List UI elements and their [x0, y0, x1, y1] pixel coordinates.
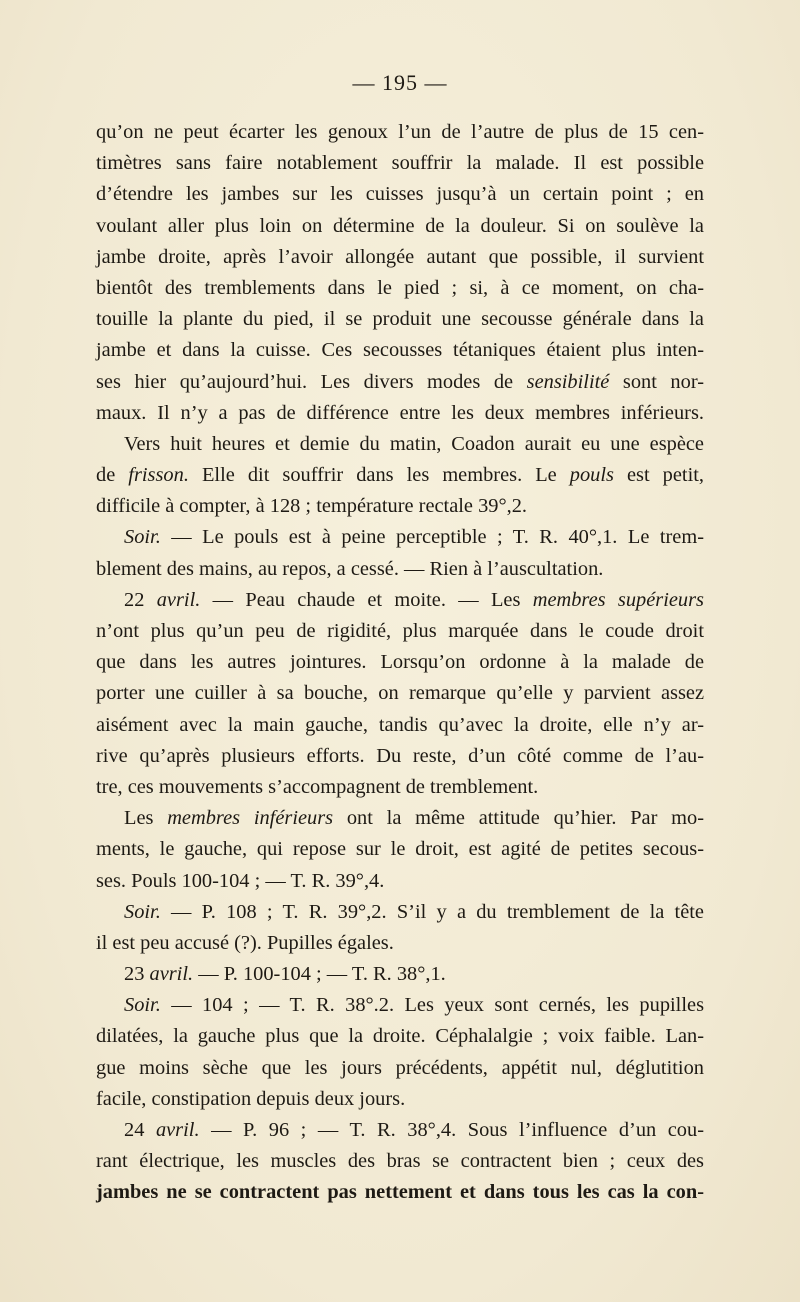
text-segment: Elle dit souffrir dans les membres. Le [188, 464, 570, 487]
page-body-text [96, 117, 704, 1209]
text-line [96, 1053, 704, 1084]
text-line [96, 803, 704, 834]
text-line [96, 1115, 704, 1146]
text-line [96, 398, 704, 429]
text-line [96, 1146, 704, 1177]
text-segment: 24 [124, 1119, 156, 1141]
text-line [96, 148, 704, 179]
italic-text: Soir. [124, 900, 161, 923]
text-segment: — P. 100-104 ; — T. R. 38°,1. [193, 963, 446, 986]
text-segment: rant électrique, les muscles des bras se contractent bien ; ceux des [96, 1150, 704, 1173]
text-segment: tre, ces mouvements s’accompagnent de tremblement. [96, 775, 539, 798]
text-line [96, 772, 704, 803]
text-line [96, 491, 704, 522]
text-line [96, 928, 704, 959]
text-line [96, 710, 704, 741]
text-line [96, 866, 704, 897]
italic-text: membres inférieurs [167, 807, 334, 830]
text-line [96, 335, 704, 366]
text-segment: difficile à compter, à 128 ; température rectale 39°,2. [96, 495, 528, 518]
italic-text: Soir. [124, 994, 161, 1017]
text-segment: — Peau chaude et moite. — Les [200, 588, 533, 611]
text-line [96, 1084, 704, 1115]
text-line [96, 429, 704, 460]
text-segment: bientôt des tremblements dans le pied ; si, à ce moment, on cha- [96, 276, 704, 299]
text-segment: il est peu accusé (?). Pupilles égales. [96, 931, 394, 954]
text-line [96, 616, 704, 647]
text-segment: n’ont plus qu’un peu de rigidité, plus marquée dans le coude droit [96, 620, 704, 642]
text-segment: de [96, 464, 129, 487]
text-segment: ont la même attitude qu’hier. Par mo- [333, 807, 704, 830]
text-line [96, 522, 704, 553]
text-line [96, 897, 704, 928]
text-line [96, 179, 704, 210]
text-segment: dilatées, la gauche plus que la droite. Céphalalgie ; voix faible. Lan- [96, 1025, 704, 1048]
text-segment: Les [124, 807, 168, 830]
text-line [96, 117, 704, 148]
text-segment: rive qu’après plusieurs efforts. Du reste, d’un côté comme de l’au- [96, 744, 704, 767]
text-segment: maux. Il n’y a pas de différence entre les deux membres inférieurs. [96, 401, 704, 424]
text-line [96, 585, 704, 616]
text-line [96, 678, 704, 709]
text-segment: facile, constipation depuis deux jours. [96, 1087, 406, 1110]
text-line [96, 367, 704, 398]
text-segment: voulant aller plus loin on détermine de la douleur. Si on soulève la [96, 214, 704, 237]
text-line [96, 647, 704, 678]
text-segment: est petit, [613, 464, 705, 487]
text-segment: timètres sans faire notablement souffrir la malade. Il est possible [96, 152, 704, 175]
text-segment: jambe droite, après l’avoir allongée autant que possible, il survient [96, 245, 704, 268]
text-segment: aisément avec la main gauche, tandis qu’avec la droite, elle n’y ar- [96, 713, 704, 736]
text-segment: 23 [124, 963, 150, 986]
text-segment: — P. 96 ; — T. R. 38°,4. Sous l’influence d’un cou- [199, 1119, 704, 1141]
text-line [96, 460, 704, 491]
text-line [96, 834, 704, 865]
text-segment: Vers huit heures et demie du matin, Coadon aurait eu une espèce [124, 432, 704, 455]
text-segment: blement des mains, au repos, a cessé. — Rien à l’auscultation. [96, 557, 604, 580]
text-line [96, 1177, 704, 1208]
text-segment: ments, le gauche, qui repose sur le droit, est agité de petites secous- [96, 838, 704, 861]
italic-text: Soir. [124, 526, 161, 549]
text-segment: 22 [124, 588, 157, 611]
page-number: — 195 — [352, 70, 448, 95]
text-segment: qu’on ne peut écarter les genoux l’un de l’autre de plus de 15 cen- [96, 121, 704, 143]
text-segment: — Le pouls est à peine perceptible ; T. R. 40°,1. Le trem- [160, 526, 704, 549]
italic-text: pouls [569, 464, 614, 487]
text-line [96, 959, 704, 990]
text-segment: que dans les autres jointures. Lorsqu’on ordonne à la malade de [96, 651, 704, 674]
text-line [96, 242, 704, 273]
text-line [96, 304, 704, 335]
text-segment: sont nor- [609, 370, 704, 393]
text-line [96, 990, 704, 1021]
text-segment: porter une cuiller à sa bouche, on remarque qu’elle y parvient assez [96, 682, 704, 705]
text-line [96, 1021, 704, 1052]
text-line [96, 554, 704, 585]
text-line [96, 273, 704, 304]
text-segment: jambes ne se contractent pas nettement et dans tous les cas la con- [96, 1181, 704, 1204]
italic-text: membres supérieurs [532, 588, 704, 611]
text-line [96, 741, 704, 772]
italic-text: avril. [156, 588, 201, 611]
italic-text: avril. [155, 1119, 200, 1141]
text-segment: — 104 ; — T. R. 38°.2. Les yeux sont cernés, les pupilles [160, 994, 704, 1017]
text-segment: jambe et dans la cuisse. Ces secousses tétaniques étaient plus inten- [96, 339, 704, 362]
text-segment: ses. Pouls 100-104 ; — T. R. 39°,4. [96, 869, 385, 892]
italic-text: avril. [149, 963, 194, 986]
text-segment: — P. 108 ; T. R. 39°,2. S’il y a du tremblement de la tête [160, 900, 704, 923]
text-segment: d’étendre les jambes sur les cuisses jusqu’à un certain point ; en [96, 183, 704, 206]
text-segment: ses hier qu’aujourd’hui. Les divers modes de [96, 370, 527, 393]
italic-text: frisson. [128, 464, 189, 487]
text-segment: touille la plante du pied, il se produit une secousse générale dans la [96, 308, 704, 331]
italic-text: sensibilité [526, 370, 610, 393]
text-line [96, 211, 704, 242]
text-segment: gue moins sèche que les jours précédents, appétit nul, déglutition [96, 1056, 704, 1079]
